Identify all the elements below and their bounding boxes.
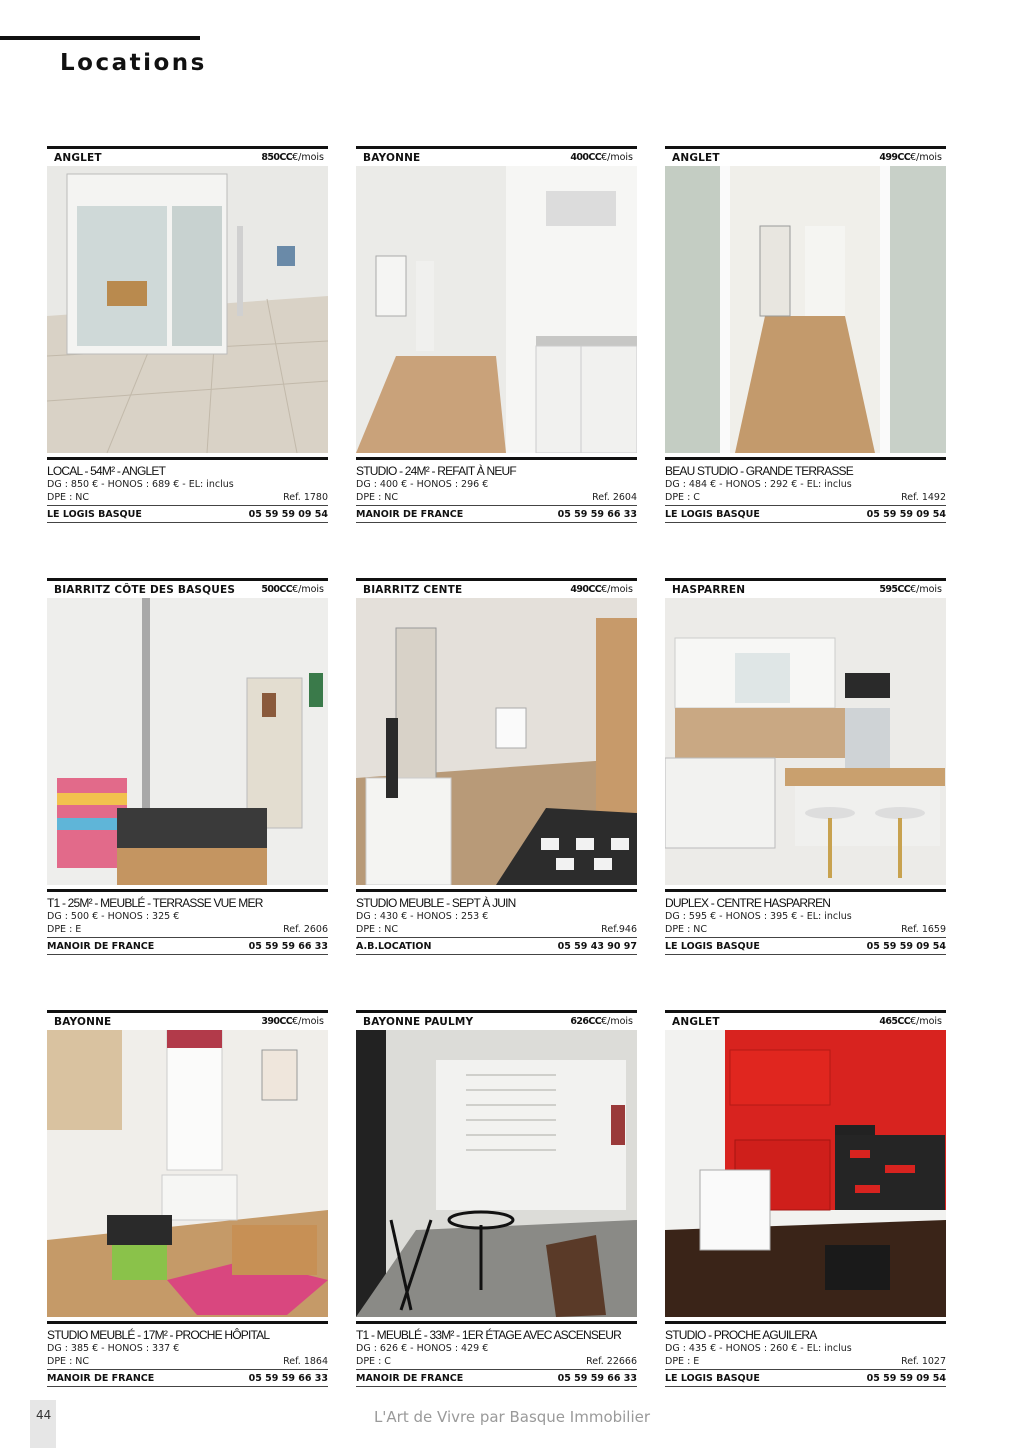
listing-dpe: DPE : C — [665, 492, 700, 503]
listing-city: BAYONNE — [54, 1015, 112, 1028]
listing-card[interactable] — [47, 578, 328, 956]
listing-phone[interactable]: 05 59 59 66 33 — [248, 1373, 328, 1384]
listing-price: 595CC€/mois — [879, 584, 942, 595]
listing-phone[interactable]: 05 59 59 66 33 — [557, 509, 637, 520]
listing-dpe: DPE : C — [356, 1356, 391, 1367]
listing-photo[interactable] — [356, 166, 637, 453]
listing-dpe-row — [665, 491, 946, 506]
listing-city: BAYONNE — [363, 151, 421, 164]
listing-dpe: DPE : NC — [47, 1356, 90, 1367]
listing-headline: LOCAL - 54M² - ANGLET — [47, 464, 166, 478]
listing-fees: DG : 400 € - HONOS : 296 € — [356, 479, 489, 490]
listing-dpe-row — [47, 491, 328, 506]
listing-photo[interactable] — [47, 166, 328, 453]
listing-photo[interactable] — [665, 166, 946, 453]
listing-phone[interactable]: 05 59 59 09 54 — [866, 941, 946, 952]
listing-photo[interactable] — [665, 598, 946, 885]
listing-header — [665, 1010, 946, 1030]
listing-phone[interactable]: 05 59 59 66 33 — [557, 1373, 637, 1384]
listing-ref: Ref. 1027 — [901, 1356, 946, 1367]
listing-header — [47, 578, 328, 598]
listing-card[interactable] — [47, 1010, 328, 1388]
listing-footer — [665, 457, 946, 523]
listing-card[interactable] — [665, 146, 946, 524]
listing-phone[interactable]: 05 59 59 66 33 — [248, 941, 328, 952]
listing-dpe: DPE : NC — [356, 924, 399, 935]
listing-price: 465CC€/mois — [879, 1016, 942, 1027]
listing-dpe: DPE : NC — [665, 924, 708, 935]
listing-dpe-row — [665, 923, 946, 938]
listing-headline: T1 - 25M² - MEUBLÉ - TERRASSE VUE MER — [47, 896, 263, 910]
listing-city: ANGLET — [54, 151, 102, 164]
listing-header — [356, 578, 637, 598]
page-title: Locations — [60, 50, 207, 76]
listing-footer — [356, 889, 637, 955]
listing-card[interactable] — [665, 578, 946, 956]
listing-price: 499CC€/mois — [879, 152, 942, 163]
listing-phone[interactable]: 05 59 59 09 54 — [866, 509, 946, 520]
listing-dpe-row — [356, 923, 637, 938]
listing-fees: DG : 385 € - HONOS : 337 € — [47, 1343, 180, 1354]
listing-agency: A.B.LOCATION — [356, 941, 432, 952]
listing-fees: DG : 626 € - HONOS : 429 € — [356, 1343, 489, 1354]
listing-phone[interactable]: 05 59 59 09 54 — [866, 1373, 946, 1384]
listing-card[interactable] — [356, 146, 637, 524]
listing-agency-row — [356, 938, 637, 955]
listings-grid — [47, 146, 947, 1388]
listing-dpe: DPE : E — [665, 1356, 700, 1367]
listing-ref: Ref. 1492 — [901, 492, 946, 503]
listing-headline: DUPLEX - CENTRE HASPARREN — [665, 896, 831, 910]
listing-city: ANGLET — [672, 151, 720, 164]
listing-agency-row — [665, 1370, 946, 1387]
listing-agency: MANOIR DE FRANCE — [356, 509, 464, 520]
listing-agency: LE LOGIS BASQUE — [665, 509, 760, 520]
listing-city: ANGLET — [672, 1015, 720, 1028]
listing-agency: LE LOGIS BASQUE — [665, 941, 760, 952]
listing-agency-row — [665, 506, 946, 523]
listing-photo[interactable] — [356, 598, 637, 885]
listing-card[interactable] — [356, 578, 637, 956]
listing-footer — [356, 457, 637, 523]
listing-agency: LE LOGIS BASQUE — [665, 1373, 760, 1384]
listing-price: 390CC€/mois — [261, 1016, 324, 1027]
listing-fees: DG : 484 € - HONOS : 292 € - EL: inclus — [665, 479, 852, 490]
listing-ref: Ref. 1659 — [901, 924, 946, 935]
listing-headline: BEAU STUDIO - GRANDE TERRASSE — [665, 464, 853, 478]
listing-headline: T1 - MEUBLÉ - 33M² - 1ER ÉTAGE AVEC ASCENSEUR — [356, 1328, 621, 1342]
listing-header — [356, 1010, 637, 1030]
listing-phone[interactable]: 05 59 59 09 54 — [248, 509, 328, 520]
listing-agency-row — [665, 938, 946, 955]
listing-phone[interactable]: 05 59 43 90 97 — [557, 941, 637, 952]
listing-price: 500CC€/mois — [261, 584, 324, 595]
listing-dpe-row — [356, 491, 637, 506]
listing-ref: Ref. 1780 — [283, 492, 328, 503]
listing-agency: LE LOGIS BASQUE — [47, 509, 142, 520]
listing-city: BAYONNE PAULMY — [363, 1015, 474, 1028]
listing-headline: STUDIO - 24M² - REFAIT À NEUF — [356, 464, 516, 478]
listing-agency-row — [47, 938, 328, 955]
listing-footer — [47, 1321, 328, 1387]
page-number: 44 — [36, 1408, 52, 1422]
listing-photo[interactable] — [47, 598, 328, 885]
listing-dpe: DPE : E — [47, 924, 82, 935]
listing-ref: Ref. 22666 — [586, 1356, 637, 1367]
listing-headline: STUDIO - PROCHE AGUILERA — [665, 1328, 817, 1342]
listing-card[interactable] — [665, 1010, 946, 1388]
listing-photo[interactable] — [47, 1030, 328, 1317]
top-rule — [0, 36, 200, 40]
listing-footer — [356, 1321, 637, 1387]
listing-photo[interactable] — [665, 1030, 946, 1317]
listing-agency-row — [47, 1370, 328, 1387]
listing-fees: DG : 595 € - HONOS : 395 € - EL: inclus — [665, 911, 852, 922]
listing-city: BIARRITZ CÔTE DES BASQUES — [54, 583, 236, 596]
listing-price: 850CC€/mois — [261, 152, 324, 163]
listing-ref: Ref. 2604 — [592, 492, 637, 503]
listing-fees: DG : 430 € - HONOS : 253 € — [356, 911, 489, 922]
listing-agency: MANOIR DE FRANCE — [356, 1373, 464, 1384]
listing-fees: DG : 500 € - HONOS : 325 € — [47, 911, 180, 922]
listing-city: HASPARREN — [672, 583, 746, 596]
listing-footer — [47, 889, 328, 955]
listing-agency-row — [47, 506, 328, 523]
listing-footer — [47, 457, 328, 523]
listing-ref: Ref. 1864 — [283, 1356, 328, 1367]
listing-agency-row — [356, 506, 637, 523]
listing-footer — [665, 889, 946, 955]
listing-ref: Ref. 2606 — [283, 924, 328, 935]
listing-dpe: DPE : NC — [356, 492, 399, 503]
listing-ref: Ref.946 — [601, 924, 637, 935]
listing-card[interactable] — [356, 1010, 637, 1388]
listing-price: 490CC€/mois — [570, 584, 633, 595]
listing-agency-row — [356, 1370, 637, 1387]
listing-header — [665, 578, 946, 598]
listing-header — [665, 146, 946, 166]
listing-header — [356, 146, 637, 166]
listing-headline: STUDIO MEUBLE - SEPT À JUIN — [356, 896, 516, 910]
listing-fees: DG : 435 € - HONOS : 260 € - EL: inclus — [665, 1343, 852, 1354]
listing-city: BIARRITZ CENTE — [363, 583, 463, 596]
listing-dpe: DPE : NC — [47, 492, 90, 503]
listing-dpe-row — [47, 923, 328, 938]
listing-footer — [665, 1321, 946, 1387]
listing-dpe-row — [356, 1355, 637, 1370]
listing-card[interactable] — [47, 146, 328, 524]
listing-agency: MANOIR DE FRANCE — [47, 941, 155, 952]
footer-tagline: L'Art de Vivre par Basque Immobilier — [373, 1408, 651, 1426]
listing-headline: STUDIO MEUBLÉ - 17M² - PROCHE HÔPITAL — [47, 1328, 270, 1342]
listing-fees: DG : 850 € - HONOS : 689 € - EL: inclus — [47, 479, 234, 490]
listing-dpe-row — [665, 1355, 946, 1370]
listing-dpe-row — [47, 1355, 328, 1370]
listing-photo[interactable] — [356, 1030, 637, 1317]
listing-header — [47, 146, 328, 166]
listing-price: 400CC€/mois — [570, 152, 633, 163]
listing-price: 626CC€/mois — [570, 1016, 633, 1027]
listing-header — [47, 1010, 328, 1030]
listing-agency: MANOIR DE FRANCE — [47, 1373, 155, 1384]
